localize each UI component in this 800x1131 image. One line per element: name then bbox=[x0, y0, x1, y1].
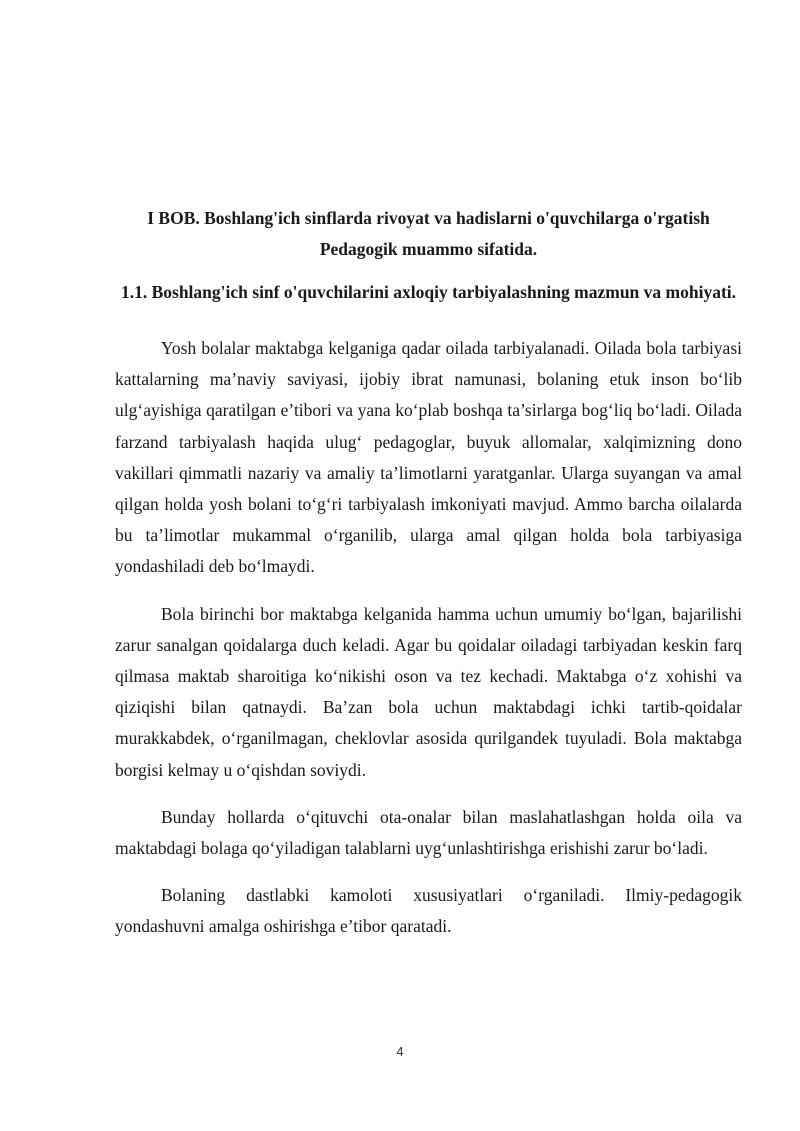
body-paragraph-4: Bolaning dastlabki kamoloti xususiyatlari o‘rganiladi. Ilmiy-pedagogik yondashuvni amalga oshirishga e’tibor qaratadi. bbox=[115, 885, 742, 937]
page-number: 4 bbox=[396, 1044, 404, 1059]
body-paragraph-2: Bola birinchi bor maktabga kelganida hamma uchun umumiy bo‘lgan, bajarilishi zarur sanalgan qoidalarga duch keladi. Agar bu qoidalar oiladagi tarbiyadan keskin farq qilmasa maktab sharoitiga ko‘nikishi oson va tez kechadi. Maktabga o‘z xohishi va qiziqishi bilan qatnaydi. Ba’zan bola uchun maktabdagi ichki tartib-qoidalar murakkabdek, o‘rganilmagan, cheklovlar asosida qurilgandek tuyuladi. Bola maktabga borgisi kelmay u o‘qishdan soviydi. bbox=[115, 603, 742, 780]
body-paragraph-3: Bunday hollarda o‘qituvchi ota-onalar bilan maslahatlashgan holda oila va maktabdagi bolaga qo‘yiladigan talablarni uyg‘unlashtirishga erishishi zarur bo‘ladi. bbox=[115, 806, 742, 859]
chapter-heading: I BOB. Boshlang'ich sinflarda rivoyat va hadislarni o'quvchilarga o'rgatish Pedagogik muammo sifatida. bbox=[147, 208, 710, 259]
page-content bbox=[115, 203, 742, 959]
section-heading: 1.1. Boshlang'ich sinf o'quvchilarini axloqiy tarbiyalashning mazmun va mohiyati. bbox=[120, 282, 737, 302]
body-paragraph-1: Yosh bolalar maktabga kelganiga qadar oilada tarbiyalanadi. Oilada bola tarbiyasi kattalarning ma’naviy saviyasi, ijobiy ibrat namunasi, bolaning etuk inson bo‘lib ulg‘ayishiga qaratilgan e’tibori va yana ko‘plab boshqa ta’sirlarga bog‘liq bo‘ladi. Oilada farzand tarbiyalash haqida ulug‘ pedagoglar, buyuk allomalar, xalqimizning dono vakillari qimmatli nazariy va amaliy ta’limotlarni yaratganlar. Ularga suyangan va amal qilgan holda yosh bolani to‘g‘ri tarbiyalash imkoniyati mavjud. Ammo barcha oilalarda bu ta’limotlar mukammal o‘rganilib, ularga amal qilgan holda bola tarbiyasiga yondashiladi deb bo‘lmaydi. bbox=[115, 338, 742, 577]
